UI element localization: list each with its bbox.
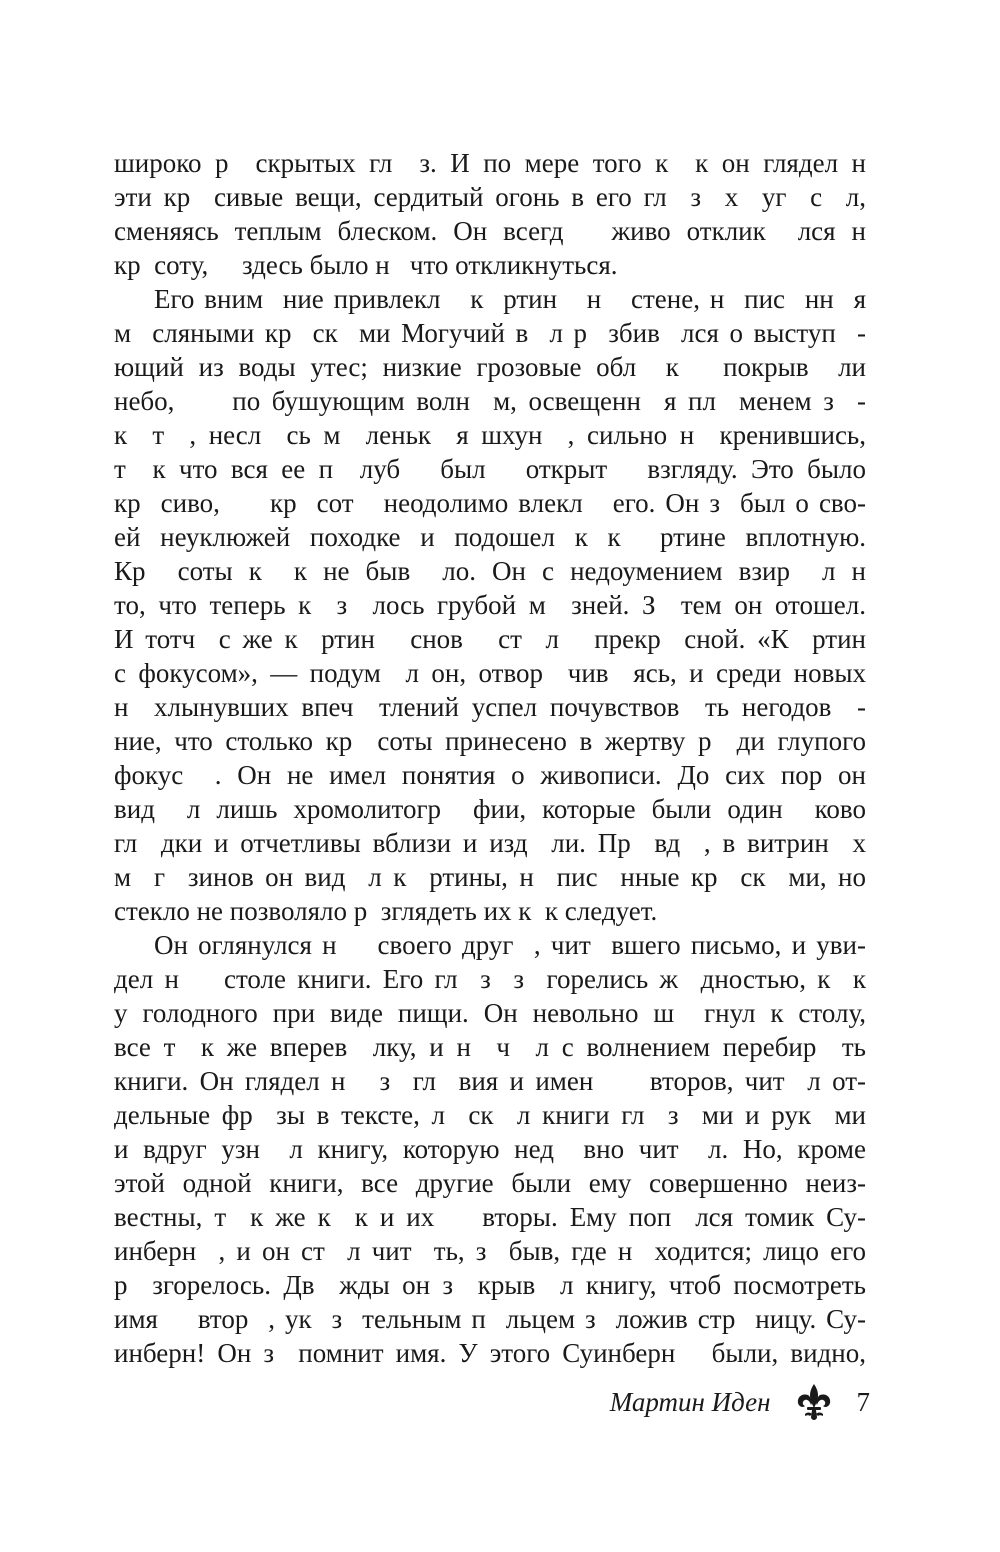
text-line: у голодного при виде пищи. Он невольно ш гнул к столу, (114, 998, 866, 1028)
running-title: Мартин Иден (609, 1386, 771, 1417)
text-line: Кр соты к к не быв ло. Он с недоумением взир л н (114, 556, 866, 586)
text-line: дельные фр зы в тексте, л ск л книги гл з ми и рук ми (114, 1100, 866, 1130)
text-line: м сляными кр ск ми Могучий в л р збив лся о выступ - (114, 318, 866, 348)
text-line: широко р скрытых гл з. И по мере того к к он глядел н (114, 148, 866, 178)
text-line: все т к же вперев лку, и н ч л с волнением перебир ть (114, 1032, 866, 1062)
text-line: к т , несл сь м леньк я шхун , сильно н кренившись, (114, 420, 866, 450)
text-line: книги. Он глядел н з гл вия и имен второв, чит л от- (114, 1066, 866, 1096)
text-line: фокус . Он не имел понятия о живописи. До сих пор он (114, 760, 866, 790)
text-line: Он оглянулся н своего друг , чит вшего письмо, и уви- (154, 930, 866, 960)
text-line: м г зинов он вид л к ртины, н пис нные кр ск ми, но (114, 862, 866, 892)
text-line: и вдруг узн л книгу, которую нед вно чит л. Но, кроме (114, 1134, 866, 1164)
text-line: сменяясь теплым блеском. Он всегд живо отклик лся н (114, 216, 866, 246)
text-line: этой одной книги, все другие были ему совершенно неиз- (114, 1168, 866, 1198)
text-line: гл дки и отчетливы вблизи и изд ли. Пр вд , в витрин х (114, 828, 866, 858)
text-line: р згорелось. Дв жды он з крыв л книгу, чтоб посмотреть (114, 1270, 866, 1300)
text-line: дел н столе книги. Его гл з з горелись ж дностью, к к (114, 964, 866, 994)
text-line: н хлынувших впеч тлений успел почувствов ть негодов - (114, 692, 866, 722)
text-line: Его вним ние привлекл к ртин н стене, н пис нн я (154, 284, 866, 314)
text-line: вид л лишь хромолитогр фии, которые были один ково (114, 794, 866, 824)
text-line: то, что теперь к з лось грубой м зней. З тем он отошел. (114, 590, 866, 620)
text-line: т к что вся ее п луб был открыт взгляду. Это было (114, 454, 866, 484)
text-line: инберн , и он ст л чит ть, з быв, где н ходится; лицо его (114, 1236, 866, 1266)
text-line: вестны, т к же к к и их вторы. Ему поп лся томик Су- (114, 1202, 866, 1232)
text-line: ние, что столько кр соты принесено в жертву р ди глупого (114, 726, 866, 756)
text-line: с фокусом», — подум л он, отвор чив ясь, и среди новых (114, 658, 866, 688)
text-line: ющий из воды утес; низкие грозовые обл к покрыв ли (114, 352, 866, 382)
page-number: 7 (856, 1386, 870, 1417)
text-line: кр соту, здесь было н что откликнуться. (114, 250, 618, 280)
page-footer (580, 1380, 870, 1424)
text-line: ей неуклюжей походке и подошел к к ртине вплотную. (114, 522, 866, 552)
body-text (114, 146, 866, 1370)
text-line: имя втор , ук з тельным п льцем з ложив стр ницу. Су- (114, 1304, 866, 1334)
text-line: инберн! Он з помнит имя. У этого Суинберн были, видно, (114, 1338, 866, 1368)
text-line: эти кр сивые вещи, сердитый огонь в его гл з х уг с л, (114, 182, 866, 212)
text-line: И тотч с же к ртин снов ст л прекр сной. «К ртин (114, 624, 866, 654)
text-line: стекло не позволяло р зглядеть их к к следует. (114, 896, 658, 926)
text-line: небо, по бушующим волн м, освещенн я пл менем з - (114, 386, 866, 416)
text-line: кр сиво, кр сот неодолимо влекл его. Он з был о сво- (114, 488, 866, 518)
fleur-de-lis-icon (793, 1381, 835, 1423)
